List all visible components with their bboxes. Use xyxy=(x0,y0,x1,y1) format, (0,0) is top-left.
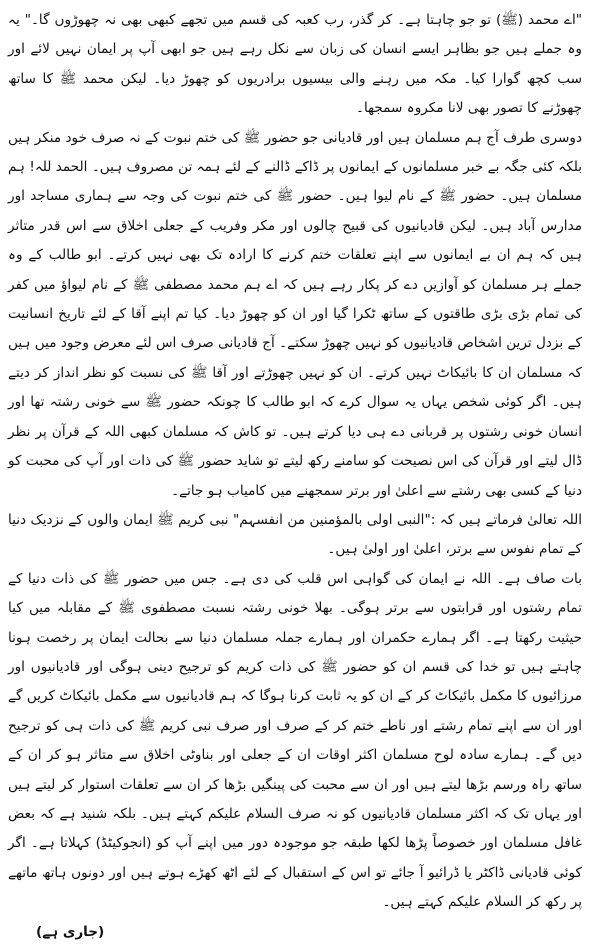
document-page xyxy=(8,6,582,940)
paragraph-faith-testimony: بات صاف ہے۔ اللہ نے ایمان کی گواہی اس قلب کی دی ہے۔ جس میں حضور ﷺ کی ذات دنیا کے تمام رشتوں اور قرابتوں سے برتر ہوگی۔ بھلا خونی رشتہ نسبت مصطفوی ﷺ کے مقابلہ میں کیا حیثیت رکھتا ہے۔ اگر ہمارے حکمران اور ہمارے جملہ مسلمان دنیا سے بحالت ایمان پر رخصت ہونا چاہتے ہیں تو خدا کی قسم ان کو حضور ﷺ کی ذات کریم کو ترجیح دینی ہوگی اور قادیانیوں اور مرزائیوں کا مکمل بائیکاٹ کر کے ان کو یہ ثابت کرنا ہوگا کہ ہم قادیانیوں سے مکمل بائیکاٹ کریں گے اور ان سے اپنے تمام رشتے اور ناطے ختم کر کے صرف اور صرف نبی کریم ﷺ کی ذات ہی کو ترجیح دیں گے۔ ہمارے سادہ لوح مسلمان اکثر اوقات ان کے جعلی اور بناوٹی اخلاق سے متاثر ہو کر ان کے ساتھ راہ ورسم بڑھا لیتے ہیں اور ان سے محبت کی پینگیں بڑھا کر ان سے تعلقات استوار کر لیتے ہیں اور یہاں تک کہ اکثر مسلمان قادیانیوں کو نہ صرف السلام علیکم کہتے ہیں۔ بلکہ شنید ہے کہ بعض غافل مسلمان اور خصوصاً پڑھا لکھا طبقہ جو موجودہ دور میں اپنے آپ کو (انجوکیٹڈ) کہلاتا ہے۔ اگر کوئی قادیانی ڈاکٹر یا ڈرائیو آ جائے تو اس کے استقبال کے لئے اٹھ کھڑے ہوتے ہیں اور دونوں ہاتھ ماتھے پر رکھ کر السلام علیکم کہتے ہیں۔ xyxy=(8,570,582,911)
continued-label: (جاری ہے) xyxy=(36,923,105,940)
paragraph-quran-verse: اللہ تعالیٰ فرماتے ہیں کہ :"النبی اولی بالمؤمنین من انفسہم" نبی کریم ﷺ ایمان والوں کے نزدیک دنیا کے تمام نفوس سے برتر، اعلیٰ اور اولیٰ ہیں۔ xyxy=(8,511,582,558)
paragraph-qadiani-boycott: دوسری طرف آج ہم مسلمان ہیں اور قادیانی جو حضور ﷺ کی ختم نبوت کے نہ صرف خود منکر ہیں بلکہ کئی جگہ بے خبر مسلمانوں کے ایمانوں پر ڈاکے ڈالنے کے لئے ہمہ تن مصروف ہیں۔ الحمد للہ! ہم مسلمان ہیں۔ حضور ﷺ کے نام لیوا ہیں۔ حضور ﷺ کی ختم نبوت کی وجہ سے ہماری مساجد اور مدارس آباد ہیں۔ لیکن قادیانیوں کی قبیح چالوں اور مکر وفریب کے جعلی اخلاق سے اس قدر متاثر ہیں کہ ہم ان بے ایمانوں سے اپنے تعلقات ختم کرنے کا ارادہ تک بھی نہیں کرتے۔ ابو طالب کے وہ جملے ہر مسلمان کو آوازیں دے کر پکار رہے ہیں کہ اے ہم محمد مصطفی ﷺ کے نام لیواؤ میں کفر کی تمام بڑی بڑی طاقتوں کے ساتھ ٹکرا گیا اور ان کو چھوڑ دیا۔ کیا تم اپنے آقا کے لئے تاریخ انسانیت کے بزدل ترین اشخاص قادیانیوں کو نہیں چھوڑ سکتے۔ آج قادیانی صرف اس لئے معرض وجود میں ہیں کہ مسلمان ان کا بائیکاٹ نہیں کرتے۔ ان کو نہیں چھوڑتے اور آقا ﷺ کی نسبت کو نظر انداز کر دیتے ہیں۔ اگر کوئی شخص یہاں یہ سوال کرے کہ ابو طالب کا چونکہ حضور ﷺ سے خونی رشتہ تھا اور انسان خونی رشتوں پر قربانی دے ہی دیا کرتے ہیں۔ تو کاش کہ مسلمان کبھی اللہ کے قرآن پر نظر ڈال لیتے اور قرآن کی اس نصیحت کو سامنے رکھ لیتے تو شاید حضور ﷺ کی ذات اور آپ کی محبت کو دنیا کے کسی بھی رشتے سے اعلیٰ اور برتر سمجھنے میں کامیاب ہو جاتے۔ xyxy=(8,129,582,499)
page-footer xyxy=(8,918,582,947)
paragraph-abu-talib-quote: "اے محمد (ﷺ) تو جو چاہتا ہے۔ کر گذر، رب کعبہ کی قسم میں تجھے کبھی بھی نہ چھوڑوں گا۔" یہ وہ جملے ہیں جو بظاہر ایسے انسان کی زبان سے نکل رہے ہیں جو ابھی آپ پر ایمان نہیں لائے اور سب کچھ گوارا کیا۔ مکہ میں رہنے والی بیسیوں برادریوں کو چھوڑ دیا۔ لیکن محمد ﷺ کا ساتھ چھوڑنے کا تصور بھی لانا مکروہ سمجھا۔ xyxy=(8,12,582,117)
